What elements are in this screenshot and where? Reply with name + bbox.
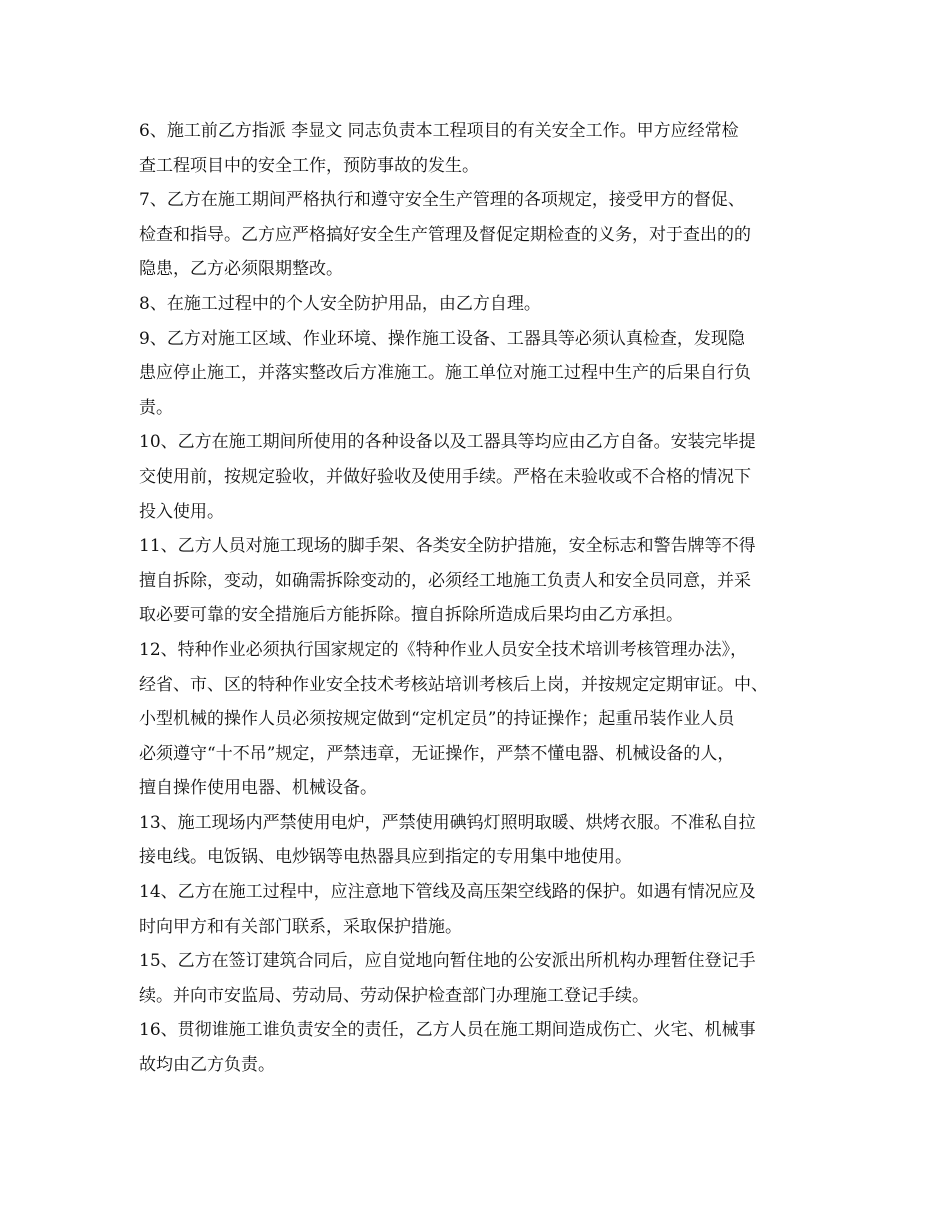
text-line: 11、乙方人员对施工现场的脚手架、各类安全防护措施，安全标志和警告牌等不得: [139, 536, 756, 557]
text-line: 16、贯彻谁施工谁负责安全的责任，乙方人员在施工期间造成伤亡、火宅、机械事: [139, 1020, 756, 1041]
text-line: 检查和指导。乙方应严格搞好安全生产管理及督促定期检查的义务，对于查出的的: [139, 224, 751, 245]
text-line: 查工程项目中的安全工作，预防事故的发生。: [139, 155, 479, 176]
text-line: 经省、市、区的特种作业安全技术考核站培训考核后上岗，并按规定定期审证。中、: [139, 674, 768, 695]
text-line: 7、乙方在施工期间严格执行和遵守安全生产管理的各项规定，接受甲方的督促、: [139, 190, 745, 211]
text-line: 责。: [139, 397, 173, 418]
text-line: 投入使用。: [139, 501, 224, 522]
text-line: 9、乙方对施工区域、作业环境、操作施工设备、工器具等必须认真检查，发现隐: [139, 328, 745, 349]
text-line: 8、在施工过程中的个人安全防护用品，由乙方自理。: [139, 293, 541, 314]
text-line: 小型机械的操作人员必须按规定做到“定机定员”的持证操作；起重吊装作业人员: [139, 709, 735, 730]
text-line: 13、施工现场内严禁使用电炉，严禁使用碘钨灯照明取暖、烘烤衣服。不准私自拉: [139, 812, 756, 833]
text-line: 接电线。电饭锅、电炒锅等电热器具应到指定的专用集中地使用。: [139, 847, 632, 868]
text-line: 交使用前，按规定验收，并做好验收及使用手续。严格在未验收或不合格的情况下: [139, 466, 751, 487]
document-body: [139, 114, 829, 1083]
text-line: 擅自操作使用电器、机械设备。: [139, 778, 377, 799]
text-line: 隐患，乙方必须限期整改。: [139, 259, 343, 280]
text-line: 患应停止施工，并落实整改后方准施工。施工单位对施工过程中生产的后果自行负: [139, 363, 751, 384]
text-line: 14、乙方在施工过程中，应注意地下管线及高压架空线路的保护。如遇有情况应及: [139, 882, 756, 903]
text-line: 15、乙方在签订建筑合同后，应自觉地向暂住地的公安派出所机构办理暂住登记手: [139, 951, 756, 972]
text-line: 必须遵守“十不吊”规定，严禁违章，无证操作，严禁不懂电器、机械设备的人，: [139, 743, 735, 764]
text-line: 故均由乙方负责。: [139, 1055, 275, 1076]
text-line: 时向甲方和有关部门联系，采取保护措施。: [139, 916, 462, 937]
text-line: 擅自拆除，变动，如确需拆除变动的，必须经工地施工负责人和安全员同意，并采: [139, 570, 751, 591]
text-line: 续。并向市安监局、劳动局、劳动保护检查部门办理施工登记手续。: [139, 985, 649, 1006]
text-line: 12、特种作业必须执行国家规定的《特种作业人员安全技术培训考核管理办法》，: [139, 639, 748, 660]
text-line: 取必要可靠的安全措施后方能拆除。擅自拆除所造成后果均由乙方承担。: [139, 605, 683, 626]
text-line: 6、施工前乙方指派 李显文 同志负责本工程项目的有关安全工作。甲方应经常检: [139, 121, 739, 141]
text-line: 10、乙方在施工期间所使用的各种设备以及工器具等均应由乙方自备。安装完毕提: [139, 432, 756, 453]
